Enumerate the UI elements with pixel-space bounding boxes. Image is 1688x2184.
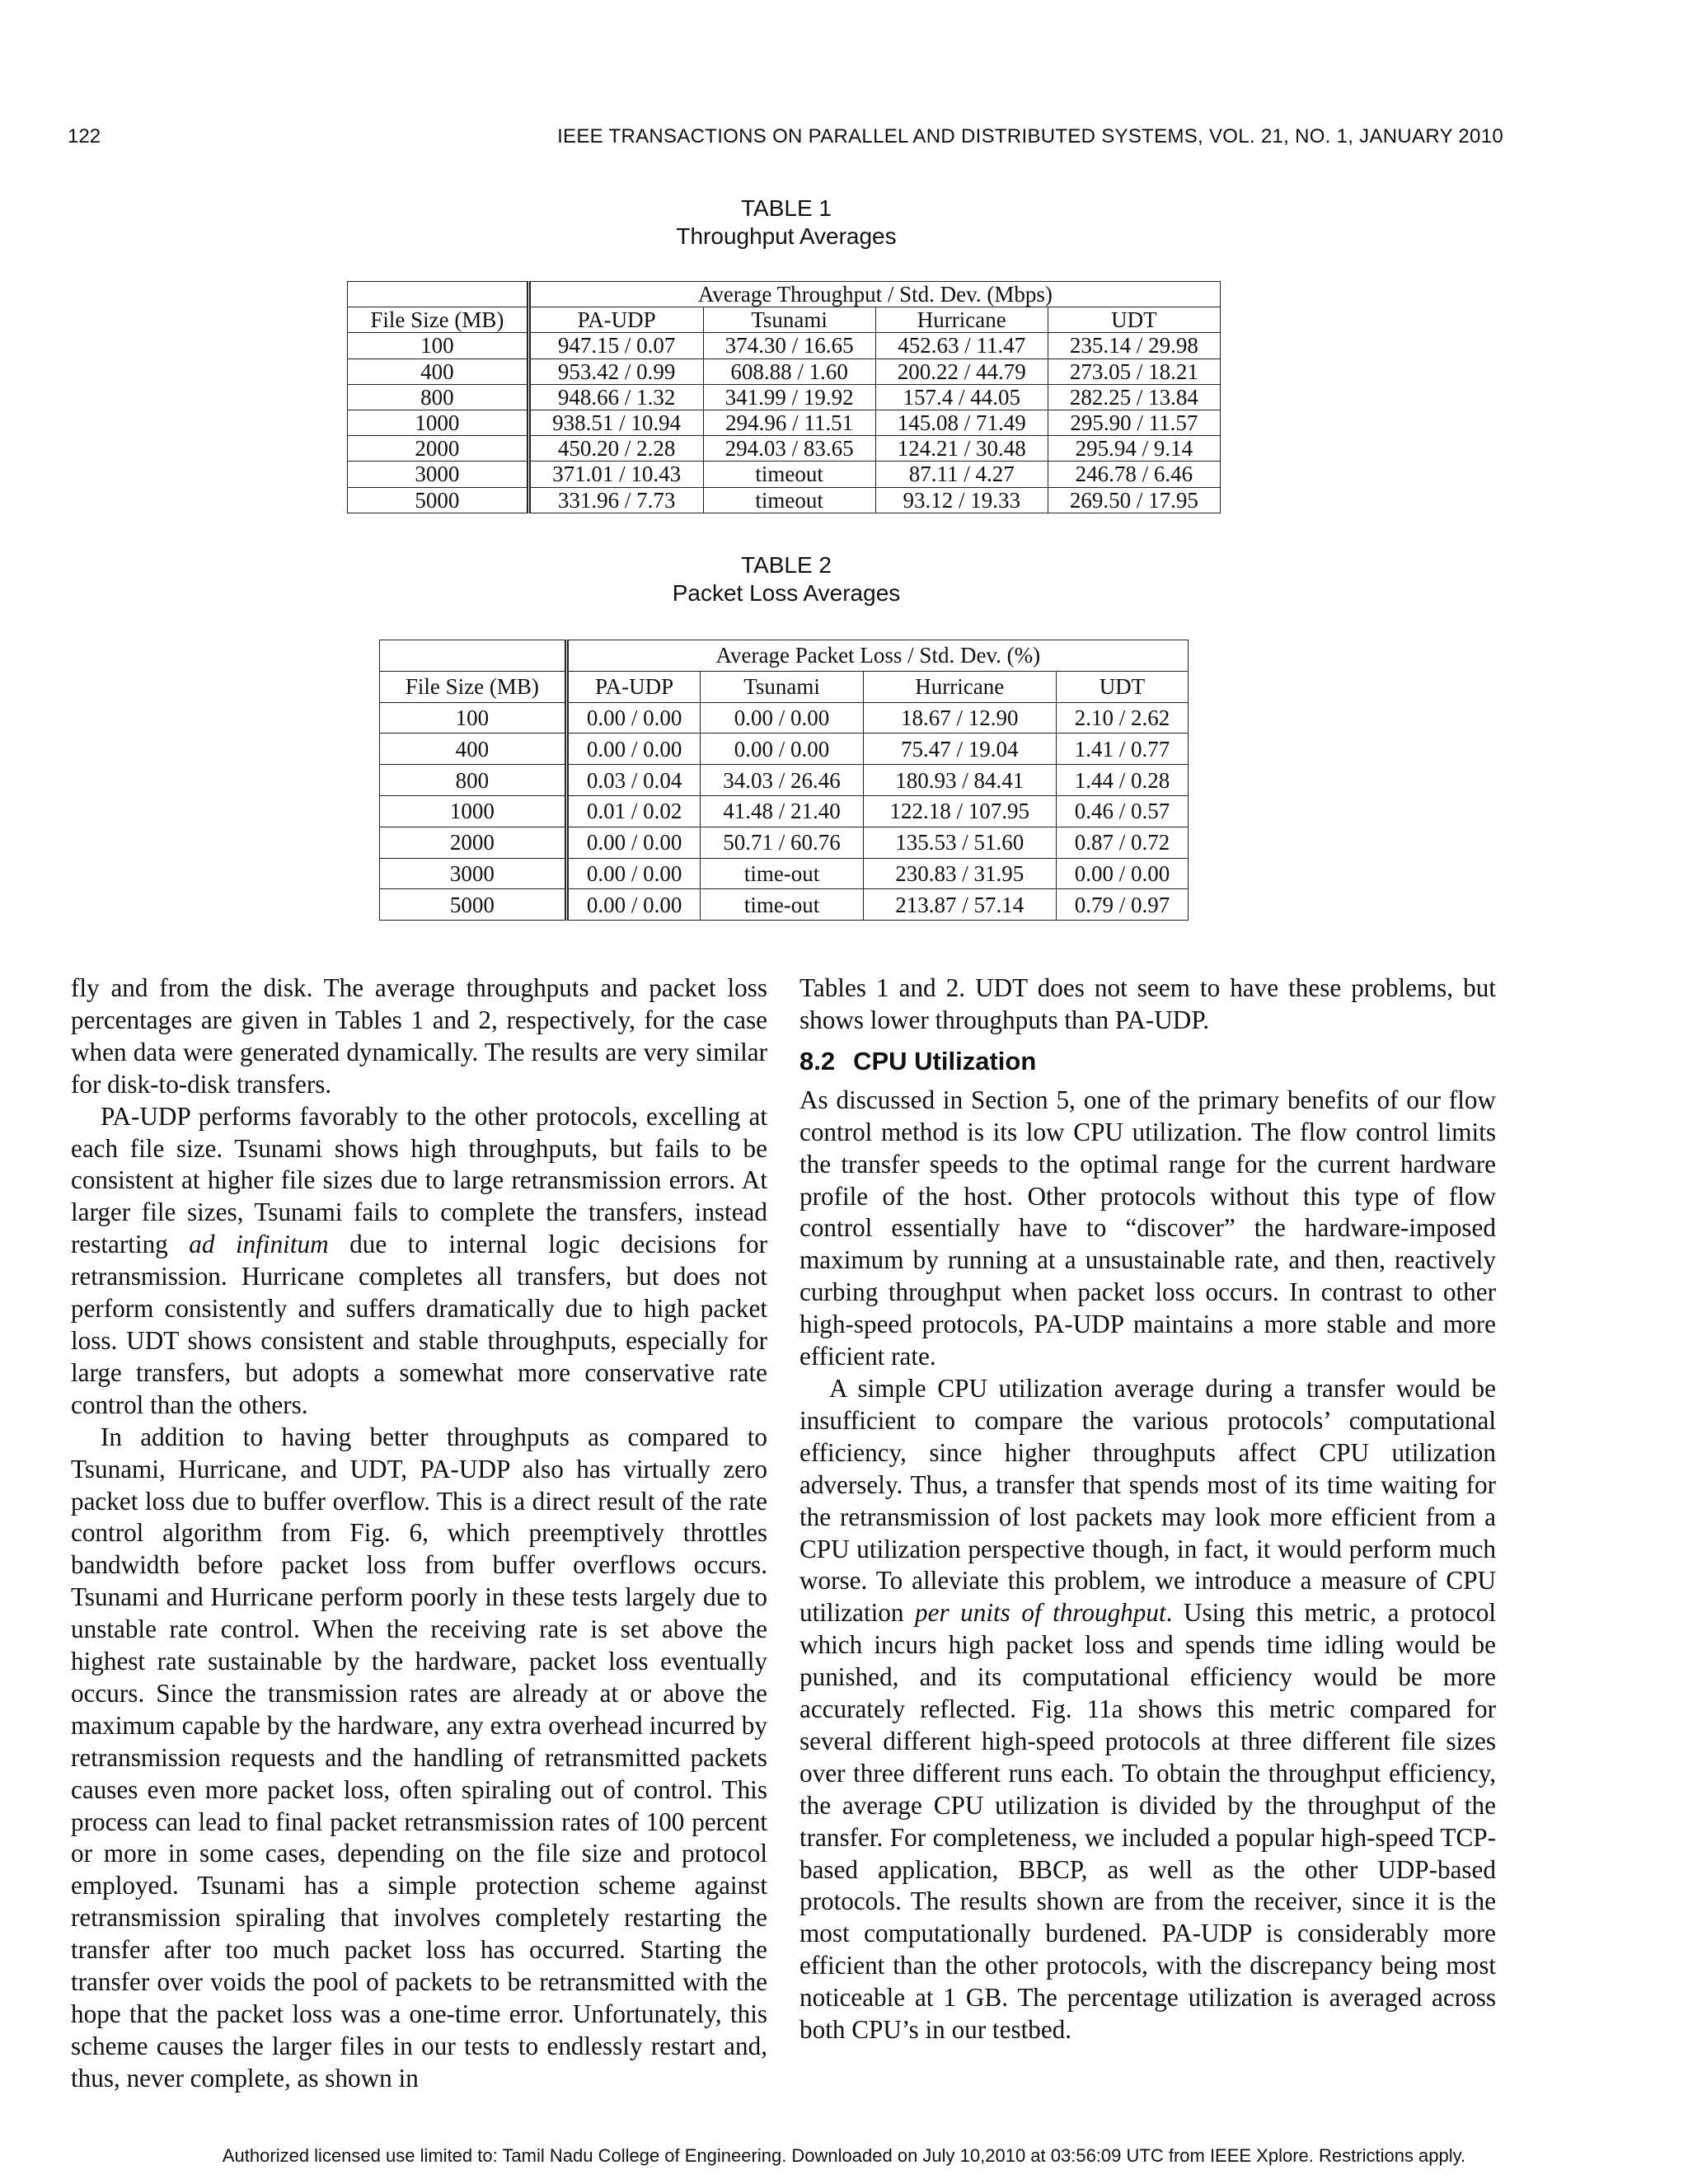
table1-value-cell: 295.90 / 11.57 xyxy=(1048,410,1220,435)
table1-column-header: PA-UDP xyxy=(528,307,703,333)
license-footer: Authorized licensed use limited to: Tamil Nadu College of Engineering. Downloaded on July 10,2010 at 03:56:09 UTC from IEEE Xplore. Restrictions apply. xyxy=(222,2145,1466,2166)
table-row xyxy=(380,827,1189,858)
table-row xyxy=(380,702,1189,733)
table2-title: Packet Loss Averages xyxy=(672,580,901,606)
table2-label: TABLE 2 xyxy=(741,552,832,578)
table2-column-header: PA-UDP xyxy=(566,671,701,702)
table1 xyxy=(347,281,1221,513)
table1-value-cell: 124.21 / 30.48 xyxy=(875,436,1048,462)
table1-value-cell: 371.01 / 10.43 xyxy=(528,462,703,487)
table2-value-cell: 122.18 / 107.95 xyxy=(863,795,1056,827)
table1-value-cell: 93.12 / 19.33 xyxy=(875,487,1048,513)
section-heading xyxy=(799,1045,1496,1078)
table1-column-header: Hurricane xyxy=(875,307,1048,333)
table2-corner xyxy=(380,640,567,672)
page-number: 122 xyxy=(68,125,101,148)
table2-file-size-cell: 400 xyxy=(380,733,567,765)
table1-value-cell: 953.42 / 0.99 xyxy=(528,359,703,384)
table1-value-cell: 200.22 / 44.79 xyxy=(875,359,1048,384)
table2-file-size-cell: 2000 xyxy=(380,827,567,858)
table1-group-header: Average Throughput / Std. Dev. (Mbps) xyxy=(528,282,1220,307)
table1-value-cell: 947.15 / 0.07 xyxy=(528,333,703,359)
running-header xyxy=(68,125,1503,150)
table2-value-cell: 180.93 / 84.41 xyxy=(863,765,1056,796)
journal-title: IEEE TRANSACTIONS ON PARALLEL AND DISTRIBUTED SYSTEMS, VOL. 21, NO. 1, JANUARY 2010 xyxy=(557,125,1503,148)
table1-value-cell: 157.4 / 44.05 xyxy=(875,384,1048,410)
table2-value-cell: 50.71 / 60.76 xyxy=(701,827,863,858)
table2-caption xyxy=(0,551,1573,607)
table2-value-cell: 0.03 / 0.04 xyxy=(566,765,701,796)
table1-value-cell: 294.96 / 11.51 xyxy=(703,410,875,435)
table2-value-cell: 0.00 / 0.00 xyxy=(701,733,863,765)
right-column xyxy=(799,972,1496,2046)
right-paragraph-3-text-b: . Using this metric, a protocol which incurs high packet loss and spends time idling would be punished, and its computational efficiency would be more accurately reflected. Fig. 11a shows this metric compared for several different high-speed protocols at three different file sizes over three different runs each. To obtain the throughput efficiency, the average CPU utilization is divided by the throughput of the transfer. For completeness, we included a popular high-speed TCP-based application, BBCP, as well as the other UDP-based protocols. The results shown are from the receiver, since it is the most computationally burdened. PA-UDP is considerably more efficient than the other protocols, with the discrepancy being most noticeable at 1 GB. The percentage utilization is averaged across both CPU’s in our testbed. xyxy=(799,1598,1496,2045)
left-column xyxy=(71,972,767,2095)
table2-value-cell: 213.87 / 57.14 xyxy=(863,889,1056,921)
table1-file-size-cell: 800 xyxy=(348,384,529,410)
table-row xyxy=(380,765,1189,796)
table-row xyxy=(380,858,1189,889)
table1-value-cell: timeout xyxy=(703,487,875,513)
table1-body xyxy=(348,282,1221,513)
table1-column-header-row xyxy=(348,307,1221,333)
table2-column-header: UDT xyxy=(1056,671,1188,702)
table2-column-header: File Size (MB) xyxy=(380,671,567,702)
table2-value-cell: 0.79 / 0.97 xyxy=(1056,889,1188,921)
table1-value-cell: 246.78 / 6.46 xyxy=(1048,462,1220,487)
table2-value-cell: 135.53 / 51.60 xyxy=(863,827,1056,858)
section-number: 8.2 xyxy=(799,1046,836,1076)
table-row xyxy=(380,889,1189,921)
table2-value-cell: 0.00 / 0.00 xyxy=(566,702,701,733)
table2-value-cell: 1.44 / 0.28 xyxy=(1056,765,1188,796)
table2-value-cell: 0.00 / 0.00 xyxy=(566,827,701,858)
table-row xyxy=(348,333,1221,359)
table1-value-cell: 294.03 / 83.65 xyxy=(703,436,875,462)
table2-value-cell: 0.01 / 0.02 xyxy=(566,795,701,827)
table2-column-header-row xyxy=(380,671,1189,702)
right-paragraph-3-text-a: A simple CPU utilization average during a transfer would be insufficient to compare the various protocols’ computational efficiency, since higher throughputs affect CPU utilization adversely. Thus, a transfer that spends most of its time waiting for the retransmission of lost packets may look more efficient from a CPU utilization perspective though, in fact, it would perform much worse. To alleviate this problem, we introduce a measure of CPU utilization xyxy=(799,1373,1496,1628)
left-paragraph-2-text-b: due to internal logic decisions for retransmission. Hurricane completes all transfers, but does not perform consistently and suffers dramatically due to high packet loss. UDT shows consistent and stable throughputs, especially for large transfers, but adopts a somewhat more conservative rate control than the others. xyxy=(71,1230,767,1419)
table2-value-cell: time-out xyxy=(701,889,863,921)
table2-file-size-cell: 800 xyxy=(380,765,567,796)
table2-file-size-cell: 3000 xyxy=(380,858,567,889)
table2-file-size-cell: 5000 xyxy=(380,889,567,921)
table1-value-cell: 608.88 / 1.60 xyxy=(703,359,875,384)
table1-value-cell: 87.11 / 4.27 xyxy=(875,462,1048,487)
right-paragraph-3 xyxy=(799,1373,1496,2046)
table2-value-cell: 18.67 / 12.90 xyxy=(863,702,1056,733)
table2-value-cell: 0.46 / 0.57 xyxy=(1056,795,1188,827)
table2-value-cell: 230.83 / 31.95 xyxy=(863,858,1056,889)
table2-value-cell: time-out xyxy=(701,858,863,889)
table1-corner xyxy=(348,282,529,307)
table2-value-cell: 0.00 / 0.00 xyxy=(701,702,863,733)
table2-value-cell: 0.00 / 0.00 xyxy=(566,858,701,889)
table2-file-size-cell: 1000 xyxy=(380,795,567,827)
left-paragraph-2-text-a: PA-UDP performs favorably to the other protocols, excelling at each file size. Tsunami shows high throughputs, but fails to be consistent at higher file sizes due to large retransmission errors. At larger file sizes, Tsunami fails to complete the transfers, instead restarting xyxy=(71,1101,767,1259)
table2-value-cell: 2.10 / 2.62 xyxy=(1056,702,1188,733)
table2-value-cell: 34.03 / 26.46 xyxy=(701,765,863,796)
table1-value-cell: 450.20 / 2.28 xyxy=(528,436,703,462)
table2-value-cell: 75.47 / 19.04 xyxy=(863,733,1056,765)
table-row xyxy=(348,384,1221,410)
table2-body xyxy=(380,640,1189,921)
table1-file-size-cell: 2000 xyxy=(348,436,529,462)
table1-value-cell: 374.30 / 16.65 xyxy=(703,333,875,359)
table1-value-cell: 331.96 / 7.73 xyxy=(528,487,703,513)
table1-value-cell: 341.99 / 19.92 xyxy=(703,384,875,410)
table1-value-cell: 938.51 / 10.94 xyxy=(528,410,703,435)
left-paragraph-1: fly and from the disk. The average throughputs and packet loss percentages are given in Tables 1 and 2, respectively, for the case when data were generated dynamically. The results are very similar for disk-to-disk transfers. xyxy=(71,973,767,1099)
table1-value-cell: timeout xyxy=(703,462,875,487)
table1-value-cell: 282.25 / 13.84 xyxy=(1048,384,1220,410)
section-title: CPU Utilization xyxy=(853,1046,1037,1076)
table2-file-size-cell: 100 xyxy=(380,702,567,733)
left-paragraph-3: In addition to having better throughputs as compared to Tsunami, Hurricane, and UDT, PA-UDP also has virtually zero packet loss due to buffer overflow. This is a direct result of the rate control algorithm from Fig. 6, which preemptively throttles bandwidth before packet loss from buffer overflows occurs. Tsunami and Hurricane perform poorly in these tests largely due to unstable rate control. When the receiving rate is set above the highest rate sustainable by the hardware, packet loss eventually occurs. Since the transmission rates are already at or above the maximum capable by the hardware, any extra overhead incurred by retransmission requests and the handling of retransmitted packets causes even more packet loss, often spiraling out of control. This process can lead to final packet retransmission rates of 100 percent or more in some cases, depending on the file size and protocol employed. Tsunami has a simple protection scheme against retransmission spiraling that involves completely restarting the transfer after too much packet loss has occurred. Starting the transfer over voids the pool of packets to be retransmitted with the hope that the packet loss was a one-time error. Unfortunately, this scheme causes the larger files in our tests to endlessly restart and, thus, never complete, as shown in xyxy=(71,1422,767,2093)
table-row xyxy=(380,795,1189,827)
table2 xyxy=(379,640,1189,921)
table1-file-size-cell: 3000 xyxy=(348,462,529,487)
table-row xyxy=(348,410,1221,435)
table1-column-header: File Size (MB) xyxy=(348,307,529,333)
table1-file-size-cell: 100 xyxy=(348,333,529,359)
table-row xyxy=(380,733,1189,765)
table1-caption xyxy=(0,194,1573,251)
table2-value-cell: 1.41 / 0.77 xyxy=(1056,733,1188,765)
table2-value-cell: 0.87 / 0.72 xyxy=(1056,827,1188,858)
table2-group-row xyxy=(380,640,1189,672)
table2-column-header: Tsunami xyxy=(701,671,863,702)
table1-title: Throughput Averages xyxy=(676,223,897,249)
right-paragraph-2: As discussed in Section 5, one of the primary benefits of our flow control method is its low CPU utilization. The flow control limits the transfer speeds to the optimal range for the current hardware profile of the host. Other protocols without this type of flow control essentially have to “discover” the hardware-imposed maximum by running at a unsustainable rate, and then, reactively curbing throughput when packet loss occurs. In contrast to other high-speed protocols, PA-UDP maintains a more stable and more efficient rate. xyxy=(799,1085,1496,1371)
right-paragraph-3-italic: per units of throughput xyxy=(915,1598,1166,1628)
table-row xyxy=(348,487,1221,513)
right-paragraph-1: Tables 1 and 2. UDT does not seem to have these problems, but shows lower throughputs than PA-UDP. xyxy=(799,973,1496,1034)
table1-group-row xyxy=(348,282,1221,307)
table1-value-cell: 235.14 / 29.98 xyxy=(1048,333,1220,359)
table1-value-cell: 145.08 / 71.49 xyxy=(875,410,1048,435)
table1-file-size-cell: 400 xyxy=(348,359,529,384)
table2-value-cell: 41.48 / 21.40 xyxy=(701,795,863,827)
table2-group-header: Average Packet Loss / Std. Dev. (%) xyxy=(566,640,1188,672)
table1-value-cell: 295.94 / 9.14 xyxy=(1048,436,1220,462)
table1-column-header: Tsunami xyxy=(703,307,875,333)
table-row xyxy=(348,436,1221,462)
table1-label: TABLE 1 xyxy=(741,195,832,221)
table2-value-cell: 0.00 / 0.00 xyxy=(1056,858,1188,889)
table1-value-cell: 269.50 / 17.95 xyxy=(1048,487,1220,513)
table1-file-size-cell: 5000 xyxy=(348,487,529,513)
table1-file-size-cell: 1000 xyxy=(348,410,529,435)
table2-value-cell: 0.00 / 0.00 xyxy=(566,889,701,921)
table1-value-cell: 452.63 / 11.47 xyxy=(875,333,1048,359)
left-paragraph-2 xyxy=(71,1101,767,1422)
table-row xyxy=(348,462,1221,487)
table2-column-header: Hurricane xyxy=(863,671,1056,702)
table-row xyxy=(348,359,1221,384)
table2-value-cell: 0.00 / 0.00 xyxy=(566,733,701,765)
table1-value-cell: 273.05 / 18.21 xyxy=(1048,359,1220,384)
table1-value-cell: 948.66 / 1.32 xyxy=(528,384,703,410)
table1-column-header: UDT xyxy=(1048,307,1220,333)
left-paragraph-2-italic: ad infinitum xyxy=(189,1230,329,1259)
